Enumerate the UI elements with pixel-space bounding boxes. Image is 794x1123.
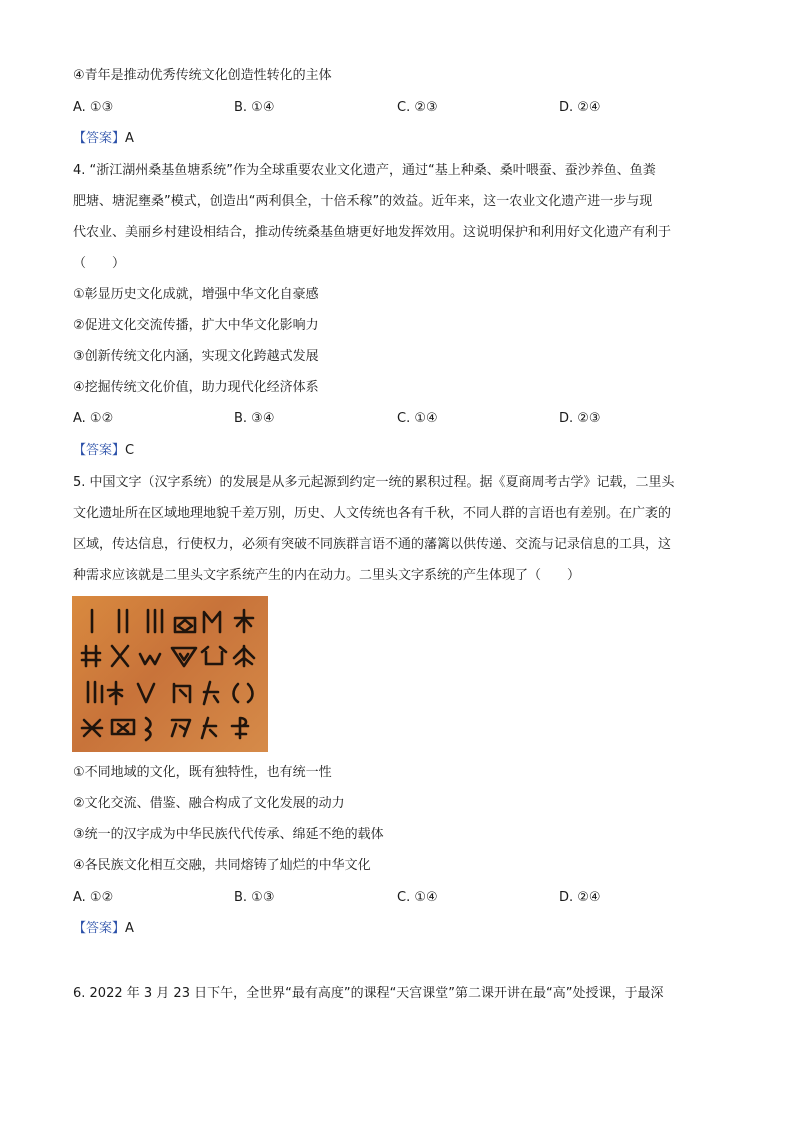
q5-options [73,889,733,907]
q5-option-b: B. ①③ [234,890,275,905]
q6-stem-line-1: 6. 2022 年 3 月 23 日下午，全世界“最有高度”的课程“天宫课堂”第二课开讲在最“高”处授课，于最深 [73,986,664,1001]
q5-stem-line-2: 文化遗址所在区域地理地貌千差万别，历史、人文传统也各有千秋，不同人群的言语也有差别。在广袤的 [73,506,672,521]
q3-statement-4: ④青年是推动优秀传统文化创造性转化的主体 [73,68,332,83]
q4-stem-line-1: 4. “浙江湖州桑基鱼塘系统”作为全球重要农业文化遗产，通过“基上种桑、桑叶喂蚕、蚕沙养鱼、鱼粪 [73,163,656,178]
q5-statement-3: ③统一的汉字成为中华民族代代传承、绵延不绝的载体 [73,827,384,842]
q4-option-b: B. ③④ [234,411,275,426]
q5-answer-value: A [125,921,134,936]
q5-answer-tag: 【答案】 [73,921,126,936]
q5-statement-4: ④各民族文化相互交融，共同熔铸了灿烂的中华文化 [73,858,371,873]
q4-statement-3: ③创新传统文化内涵，实现文化跨越式发展 [73,349,319,364]
q4-stem-line-4: （ ） [73,256,126,271]
q3-options [73,99,733,117]
q4-statement-1: ①彰显历史文化成就，增强中华文化自豪感 [73,287,319,302]
q3-answer [73,130,134,148]
erlitou-inscription-glyphs-image [72,596,268,752]
q5-statement-1: ①不同地域的文化，既有独特性，也有统一性 [73,765,332,780]
q5-statement-2: ②文化交流、借鉴、融合构成了文化发展的动力 [73,796,345,811]
q4-statement-4: ④挖掘传统文化价值，助力现代化经济体系 [73,380,319,395]
q4-answer-tag: 【答案】 [73,443,126,458]
q4-statement-2: ②促进文化交流传播，扩大中华文化影响力 [73,318,319,333]
q3-option-b: B. ①④ [234,100,275,115]
q5-stem-line-1: 5. 中国文字（汉字系统）的发展是从多元起源到约定一统的累积过程。据《夏商周考古学》记载，二里头 [73,475,675,490]
q3-option-d: D. ②④ [559,100,601,115]
q4-option-c: C. ①④ [397,411,438,426]
q5-stem-line-3: 区域，传达信息，行使权力，必须有突破不同族群言语不通的藩篱以供传递、交流与记录信息的工具，这 [73,537,672,552]
q4-stem-line-3: 代农业、美丽乡村建设相结合，推动传统桑基鱼塘更好地发挥效用。这说明保护和利用好文化遗产有利于 [73,225,672,240]
q4-stem-line-2: 肥塘、塘泥壅桑”模式，创造出“两利俱全，十倍禾稼”的效益。近年来，这一农业文化遗产进一步与现 [73,194,653,209]
q5-answer [73,920,134,938]
q4-options [73,410,733,428]
glyph-drawing [72,596,268,752]
q3-answer-tag: 【答案】 [73,131,126,146]
q4-answer [73,442,134,460]
q5-option-d: D. ②④ [559,890,601,905]
q5-stem-line-4: 种需求应该就是二里头文字系统产生的内在动力。二里头文字系统的产生体现了（ ） [73,568,581,583]
q4-option-a: A. ①② [73,411,114,426]
q3-option-c: C. ②③ [397,100,438,115]
q3-answer-value: A [125,131,134,146]
q4-option-d: D. ②③ [559,411,601,426]
q3-option-a: A. ①③ [73,100,114,115]
q5-option-c: C. ①④ [397,890,438,905]
q5-option-a: A. ①② [73,890,114,905]
q4-answer-value: C [125,443,135,458]
